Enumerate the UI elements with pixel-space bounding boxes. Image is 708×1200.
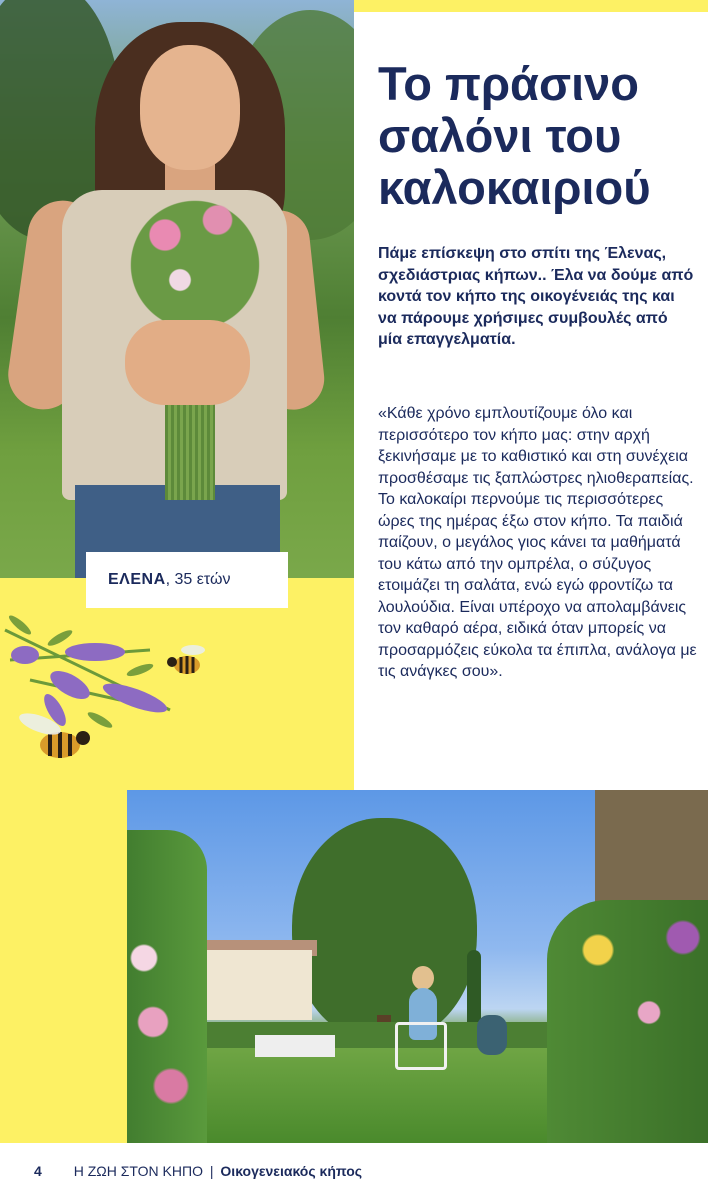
article-title: Το πράσινο σαλόνι του καλοκαιριού [378, 57, 651, 214]
name-tag-name: ΕΛΕΝΑ [108, 571, 166, 588]
page-footer [34, 1163, 362, 1179]
garden-family-photo [127, 790, 708, 1143]
name-tag [86, 552, 288, 608]
hero-photo-woman-with-bouquet [0, 0, 354, 578]
footer-separator: | [209, 1163, 214, 1179]
page-number: 4 [34, 1163, 42, 1179]
name-tag-age: , 35 ετών [165, 571, 231, 588]
section-name: Οικογενειακός κήπος [220, 1163, 363, 1179]
article-lead: Πάμε επίσκεψη στο σπίτι της Έλενας, σχεδιάστριας κήπων.. Έλα να δούμε από κοντά τον κήπο της οικογένειάς της και να πάρουμε χρήσιμες συμβουλές από μία επαγγελματία. [378, 245, 694, 348]
lavender-and-bees-illustration [0, 610, 354, 790]
article-quote: «Κάθε χρόνο εμπλουτίζουμε όλο και περισσότερο τον κήπο μας: στην αρχή ξεκινήσαμε με το καθιστικό και στη συνέχεια προσθέσαμε τις ξαπλώστρες ηλιοθεραπείας. Το καλοκαίρι περνούμε τις περισσότερες ώρες της ημέρας έξω στον κήπο. Τα παιδιά παίζουν, ο μεγάλος γιος κάνει τα μαθήματά του κάτω από την ομπρέλα, ο σύζυγος ετοιμάζει τη σαλάτα, ενώ εγώ φροντίζω τα λουλούδια. Είναι υπέροχο να απολαμβάνεις τον καθαρό αέρα, ειδικά όταν μπορείς να προσαρμόζεις εύκολα τα έπιπλα, ανάλογα με τις ανάγκες σου». [378, 405, 697, 680]
bee-icon [167, 645, 205, 674]
magazine-name: Η ΖΩΗ ΣΤΟΝ ΚΗΠΟ [73, 1163, 203, 1179]
top-accent-strip [354, 0, 708, 12]
